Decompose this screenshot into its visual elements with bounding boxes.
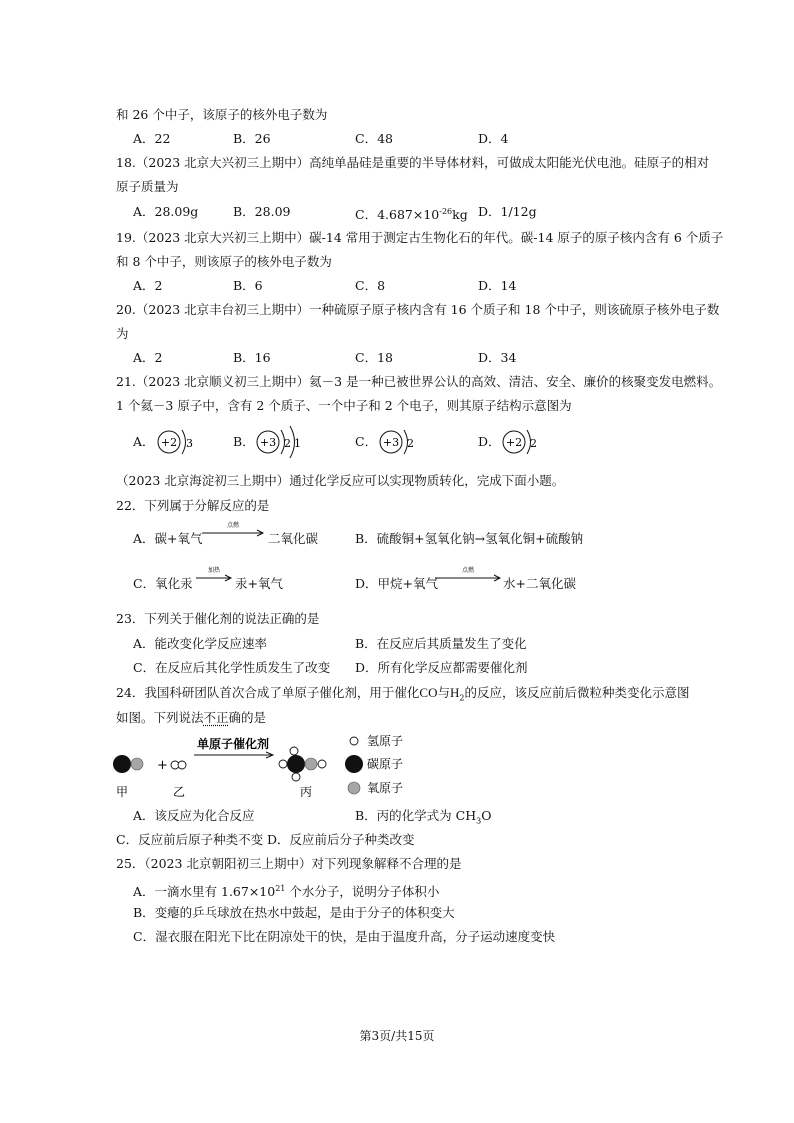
q25-option-c[interactable]: C．湿衣服在阳光下比在阴凉处干的快，是由于温度升高，分子运动速度变快	[133, 929, 556, 944]
reaction-condition: 点燃	[226, 522, 240, 529]
q22-option-c[interactable]: C．氧化汞	[133, 576, 193, 591]
q17-option-c[interactable]: C．48	[355, 131, 393, 146]
q17-option-d[interactable]: D．4	[478, 131, 509, 146]
legend-hydrogen: 氢原子	[367, 734, 404, 748]
q21-stem-line2: 1 个氦－3 原子中，含有 2 个质子、一个中子和 2 个电子，则其原子结构示意图为	[116, 398, 572, 413]
q23-option-c[interactable]: C．在反应后其化学性质发生了改变	[133, 660, 331, 675]
q23-option-b[interactable]: B．在反应后其质量发生了变化	[355, 636, 527, 651]
q22-a-reaction-arrow	[200, 519, 266, 541]
q21-atom-diagram-b[interactable]	[254, 424, 314, 460]
q24-stem-line2: 如图。下列说法不正确的是	[116, 710, 267, 725]
q23-option-a[interactable]: A．能改变化学反应速率	[133, 636, 268, 651]
q23-stem: 23．下列关于催化剂的说法正确的是	[116, 611, 320, 626]
q24-option-a[interactable]: A．该反应为化合反应	[133, 808, 255, 823]
molecule-jia	[113, 755, 143, 773]
q22-stem: 22．下列属于分解反应的是	[116, 498, 270, 513]
q24-reaction-diagram	[108, 730, 428, 805]
catalyst-label: 单原子催化剂	[196, 737, 270, 751]
legend-oxygen: 氧原子	[367, 781, 404, 795]
molecule-bing	[279, 747, 326, 781]
label-yi: 乙	[172, 785, 186, 799]
q21-atom-diagram-a[interactable]	[155, 424, 205, 460]
q21-option-c-label[interactable]: C．	[355, 434, 378, 449]
shell-electrons-2: 1	[294, 437, 301, 450]
q19-stem-line2: 和 8 个中子，则该原子的核外电子数为	[116, 254, 332, 269]
shell-electrons: 3	[186, 437, 193, 450]
q20-option-b[interactable]: B．16	[233, 350, 271, 365]
q20-option-c[interactable]: C．18	[355, 350, 393, 365]
q22-option-c-product: 汞+氧气	[235, 576, 283, 591]
q18-option-a[interactable]: A．28.09g	[133, 204, 199, 219]
q21-atom-diagram-c[interactable]	[377, 424, 427, 460]
q17-option-b[interactable]: B．26	[233, 131, 271, 146]
q24-options-c-d[interactable]: C．反应前后原子种类不变 D．反应前后分子种类改变	[116, 832, 415, 847]
q22-option-d-product: 水+二氧化碳	[503, 576, 576, 591]
q19-stem-line1: 19.（2023 北京大兴初三上期中）碳-14 常用于测定古生物化石的年代。碳-14 原子的原子核内含有 6 个质子	[116, 230, 724, 245]
shell-electrons: 2	[530, 437, 537, 450]
q18-option-b[interactable]: B．28.09	[233, 204, 291, 219]
q18-option-d[interactable]: D．1/12g	[478, 204, 537, 219]
q18-stem-line1: 18.（2023 北京大兴初三上期中）高纯单晶硅是重要的半导体材料，可做成太阳能光伏电池。硅原子的相对	[116, 155, 710, 170]
q22-option-a-product: 二氧化碳	[268, 531, 319, 546]
q20-option-d[interactable]: D．34	[478, 350, 517, 365]
reaction-condition: 加热	[207, 567, 221, 574]
label-bing: 丙	[299, 785, 313, 799]
q22-c-reaction-arrow	[194, 564, 234, 586]
q20-stem-line2: 为	[116, 326, 129, 341]
q19-option-a[interactable]: A．2	[133, 278, 163, 293]
page-number: 第3页/共15页	[359, 1029, 435, 1043]
q21-stem-line1: 21.（2023 北京顺义初三上期中）氦－3 是一种已被世界公认的高效、清洁、安全、廉价的核聚变发电燃料。	[116, 374, 722, 389]
q20-option-a[interactable]: A．2	[133, 350, 163, 365]
nucleus-charge: +3	[382, 436, 400, 449]
q19-option-c[interactable]: C．8	[355, 278, 386, 293]
q21-option-d-label[interactable]: D．	[478, 434, 501, 449]
q24-option-b[interactable]: B．丙的化学式为 $CH_3O$	[355, 808, 492, 826]
q23-option-d[interactable]: D．所有化学反应都需要催化剂	[355, 660, 528, 675]
question-group-intro: （2023 北京海淀初三上期中）通过化学反应可以实现物质转化，完成下面小题。	[116, 473, 565, 488]
q21-option-a-label[interactable]: A．	[133, 434, 155, 449]
q17-stem-tail: 和 26 个中子，该原子的核外电子数为	[116, 107, 328, 122]
oxygen-legend-icon	[348, 782, 360, 794]
plus-sign: +	[157, 758, 168, 773]
q19-option-d[interactable]: D．14	[478, 278, 517, 293]
q22-option-a[interactable]: A．碳+氧气	[133, 531, 203, 546]
nucleus-charge: +2	[160, 436, 178, 449]
q19-option-b[interactable]: B．6	[233, 278, 263, 293]
emphasis-not: 不正	[203, 710, 229, 725]
nucleus-charge: +2	[505, 436, 523, 449]
shell-electrons: 2	[407, 437, 414, 450]
hydrogen-legend-icon	[350, 737, 358, 745]
q25-stem: 25．（2023 北京朝阳初三上期中）对下列现象解释不合理的是	[116, 856, 462, 871]
q22-option-b[interactable]: B．硫酸铜+氢氧化钠→氢氧化铜+硫酸钠	[355, 531, 584, 546]
q21-option-b-label[interactable]: B．	[233, 434, 255, 449]
q21-atom-diagram-d[interactable]	[500, 424, 550, 460]
q18-stem-line2: 原子质量为	[116, 179, 179, 194]
molecule-yi	[171, 761, 186, 769]
shell-electrons-1: 2	[284, 437, 291, 450]
q22-option-d[interactable]: D．甲烷+氧气	[355, 576, 438, 591]
legend-carbon: 碳原子	[367, 757, 404, 771]
label-jia: 甲	[115, 785, 129, 799]
q24-stem-line1: 24．我国科研团队首次合成了单原子催化剂，用于催化CO与$H_2$的反应，该反应前后微粒种类变化示意图	[116, 685, 690, 703]
reaction-condition: 点燃	[461, 567, 475, 574]
diagram-legend	[345, 734, 403, 795]
q18-option-c[interactable]: C．$4.687\times 10^{-26}kg$	[355, 207, 468, 223]
q25-option-b[interactable]: B．变瘪的乒乓球放在热水中鼓起，是由于分子的体积变大	[133, 905, 455, 920]
q25-option-a[interactable]: A．一滴水里有 $1.67\times 10^{21}$ 个水分子，说明分子体积小	[133, 884, 440, 900]
q17-option-a[interactable]: A．22	[133, 131, 171, 146]
q22-d-reaction-arrow	[433, 564, 503, 586]
carbon-legend-icon	[345, 755, 363, 773]
q20-stem-line1: 20.（2023 北京丰台初三上期中）一种硫原子原子核内含有 16 个质子和 18 个中子，则该硫原子核外电子数	[116, 302, 720, 317]
nucleus-charge: +3	[259, 436, 277, 449]
